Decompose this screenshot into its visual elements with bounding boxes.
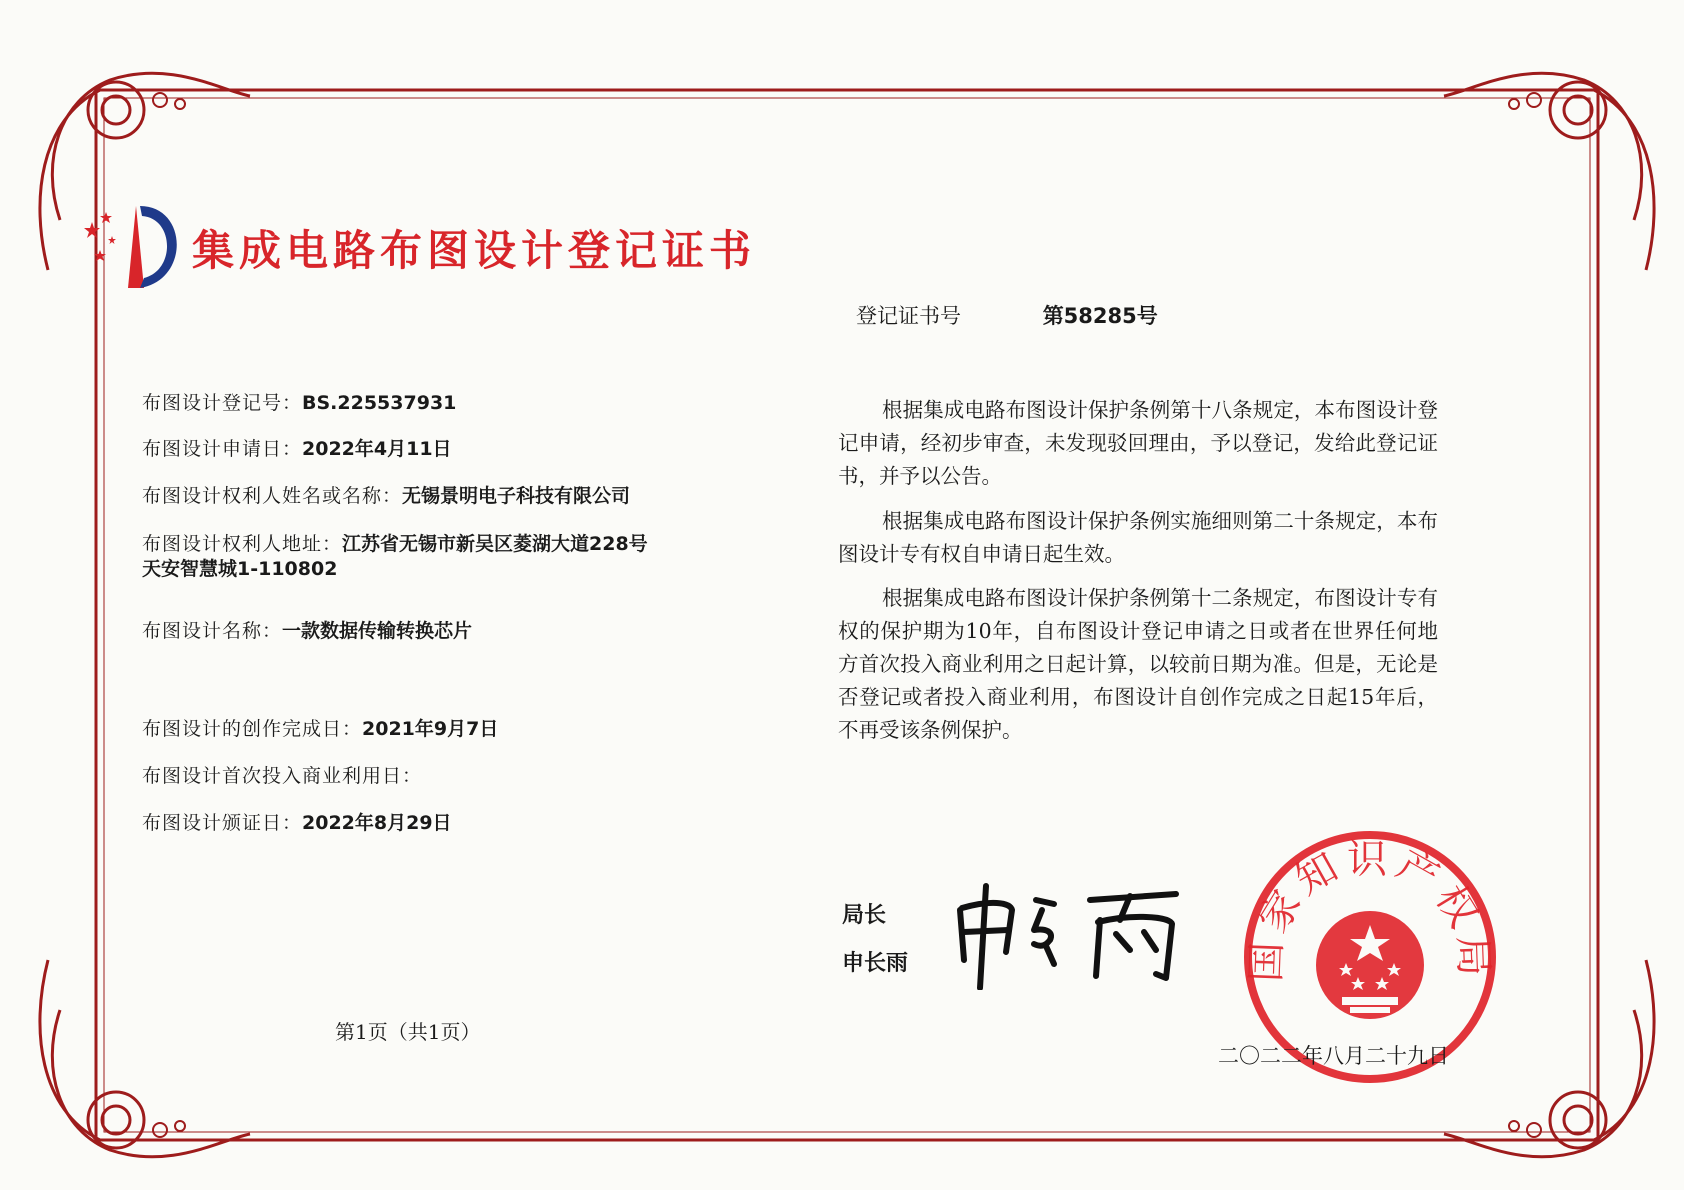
field-key: 布图设计的创作完成日： — [142, 718, 363, 740]
field-registration-number — [142, 391, 652, 416]
ic-layout-logo-icon — [78, 200, 188, 290]
field-design-name — [142, 619, 652, 644]
field-key: 布图设计首次投入商业利用日： — [142, 765, 423, 787]
field-value: 一款数据传输转换芯片 — [282, 620, 473, 642]
certificate-number — [856, 300, 1158, 330]
field-value: 2022年8月29日 — [302, 812, 452, 834]
field-key: 布图设计登记号： — [142, 392, 303, 414]
field-value: 江苏省无锡市新吴区菱湖大道228号天安智慧城1-110802 — [142, 533, 648, 580]
field-value: 2022年4月11日 — [302, 438, 452, 460]
field-rightholder-address — [142, 532, 652, 582]
field-value: 无锡景明电子科技有限公司 — [402, 485, 631, 507]
paragraph-effective-date: 根据集成电路布图设计保护条例实施细则第二十条规定，本布图设计专有权自申请日起生效。 — [838, 509, 1438, 566]
field-application-date — [142, 437, 652, 462]
field-rightholder-name — [142, 484, 652, 509]
field-key: 布图设计申请日： — [142, 438, 303, 460]
field-commercial-use-date — [142, 764, 652, 789]
certificate-title: 集成电路布图设计登记证书 — [192, 226, 757, 275]
issue-date: 二〇二二年八月二十九日 — [1218, 1044, 1449, 1068]
field-key: 布图设计颁证日： — [142, 812, 303, 834]
paragraph-protection-period: 根据集成电路布图设计保护条例第十二条规定，布图设计专有权的保护期为10年，自布图设计登记申请之日或者在世界任何地方首次投入商业利用之日起计算，以较前日期为准。但是，无论是否登记或者投入商业利用，布图设计自创作完成之日起15年后，不再受该条例保护。 — [838, 586, 1438, 742]
handwritten-signature-icon — [950, 880, 1190, 990]
field-key: 布图设计权利人地址： — [142, 533, 343, 555]
field-issue-date — [142, 811, 652, 836]
signatory-name: 申长雨 — [842, 951, 909, 976]
field-value: BS.225537931 — [302, 392, 457, 414]
field-key: 布图设计名称： — [142, 620, 283, 642]
field-value: 2021年9月7日 — [362, 718, 499, 740]
signatory-title: 局长 — [842, 903, 887, 928]
paragraph-registration-basis: 根据集成电路布图设计保护条例第十八条规定，本布图设计登记申请，经初步审查，未发现驳回理由，予以登记，发给此登记证书，并予以公告。 — [838, 398, 1438, 488]
field-creation-date — [142, 717, 652, 742]
field-key: 布图设计权利人姓名或名称： — [142, 485, 403, 507]
certificate-number-label: 登记证书号 — [856, 304, 961, 328]
page-number: 第1页（共1页） — [335, 1020, 481, 1044]
certificate-number-value: 第58285号 — [1042, 304, 1158, 328]
svg-text:国家知识产权局: 国家知识产权局 — [1243, 836, 1497, 983]
